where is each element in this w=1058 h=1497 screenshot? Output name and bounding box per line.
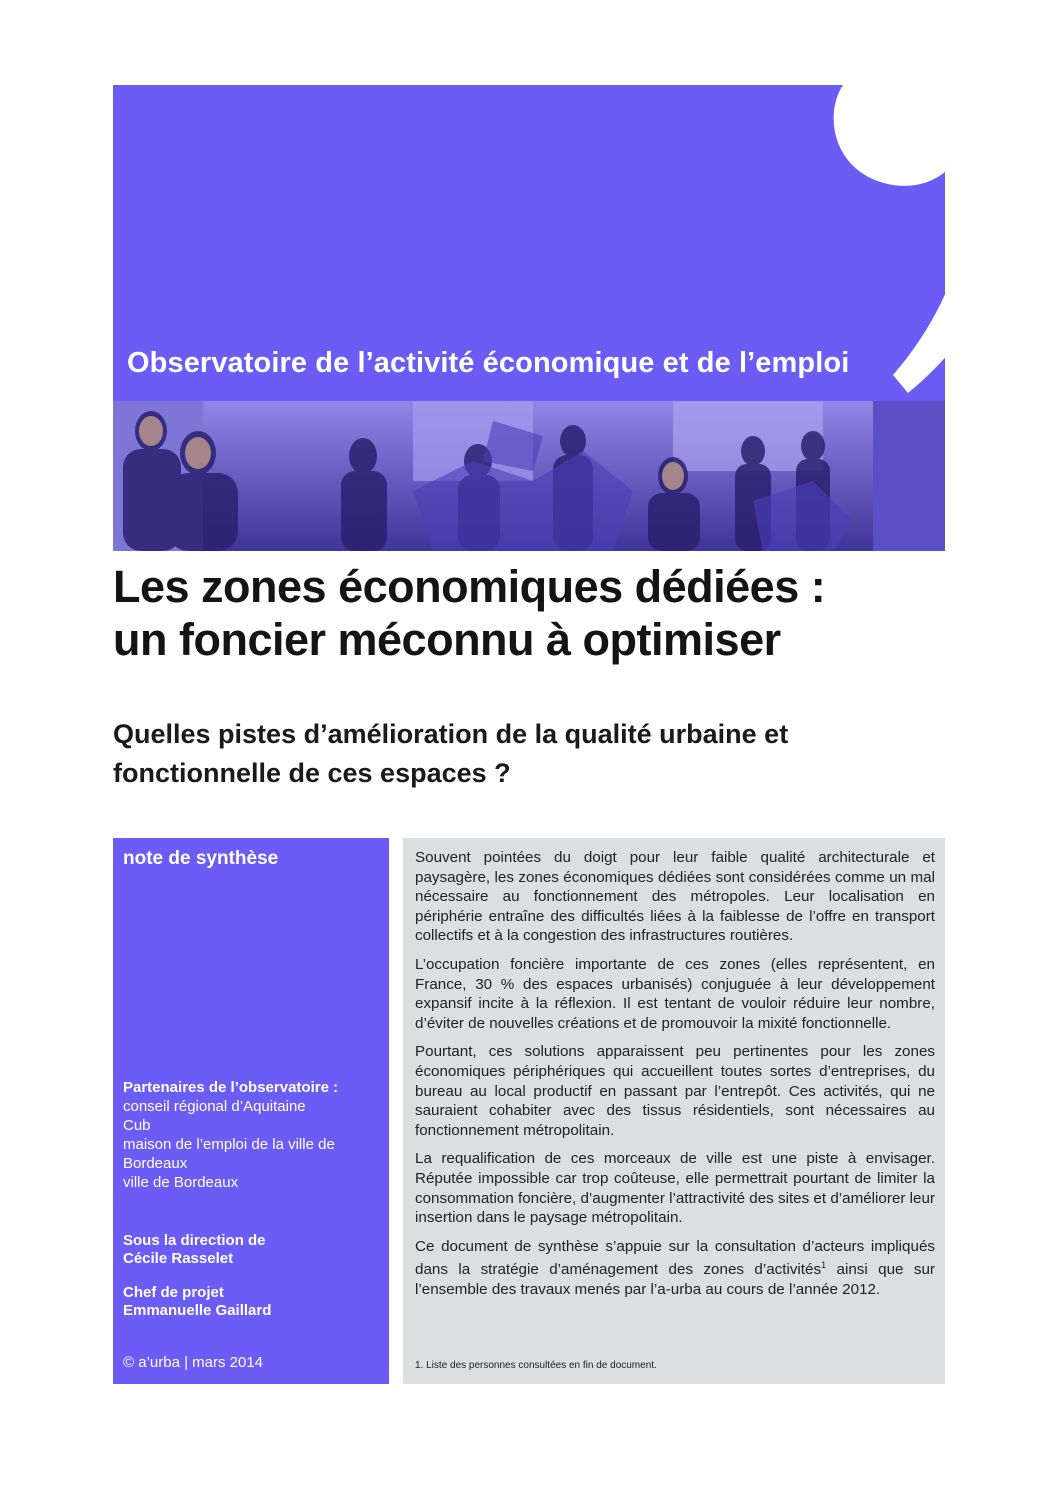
summary-paragraph: Souvent pointées du doigt pour leur faible qualité architecturale et paysagère, les zones économiques dédiées sont considérées comme un mal nécessaire au fonctionnement des métropoles. Leur localisation en périphérie entraîne des difficultés liées à la faiblesse de l’offre en transport collectifs et à la congestion des infrastructures routières.: [415, 849, 935, 945]
project-block: [123, 1284, 383, 1320]
summary-paragraph: La requalification de ces morceaux de ville est une piste à envisager. Réputée impossible car trop coûteuse, elle permettrait pourtant de limiter la consommation foncière, d’augmenter l’attractivité des sites et d’améliorer leur insertion dans le paysage métropolitain.: [415, 1150, 935, 1227]
direction-label: Sous la direction de: [123, 1232, 266, 1249]
partners-label: Partenaires de l’observatoire :: [123, 1079, 339, 1096]
partner-item: Bordeaux: [123, 1155, 188, 1172]
title-line-1: Les zones économiques dédiées :: [113, 561, 826, 612]
summary-paragraph: Pourtant, ces solutions apparaissent peu pertinentes pour les zones économiques périphériques qui accueillent toutes sortes d’entreprises, du bureau au local productif en passant par l’entrepôt. Ces activités, qui ne sauraient cohabiter avec des tissus résidentiels, sont nécessaires au fonctionnement métropolitain.: [415, 1043, 935, 1139]
direction-name: Cécile Rasselet: [123, 1250, 234, 1267]
summary-p5-text: Ce document de synthèse s’appuie sur la consultation d’acteurs impliqués dans la stratégie d’aménagement des zones d’activités: [415, 1237, 935, 1279]
partner-item: conseil régional d’Aquitaine: [123, 1098, 306, 1115]
document-title: [113, 560, 953, 666]
partners-block: [123, 1078, 383, 1192]
street-crowd-photo: [113, 401, 945, 551]
project-name: Emmanuelle Gaillard: [123, 1302, 272, 1319]
summary-panel: [403, 838, 945, 1384]
partner-item: Cub: [123, 1117, 151, 1134]
direction-block: [123, 1232, 383, 1268]
document-subtitle: [113, 715, 953, 793]
partner-item: maison de l’emploi de la ville de: [123, 1136, 335, 1153]
project-label: Chef de projet: [123, 1284, 224, 1301]
footnote-ref: 1: [821, 1260, 827, 1271]
note-label: note de synthèse: [123, 848, 279, 869]
info-sidebar: [113, 838, 389, 1384]
header-banner: [113, 85, 945, 401]
footnote: 1. Liste des personnes consultées en fin de document.: [415, 1360, 657, 1371]
title-line-2: un foncier méconnu à optimiser: [113, 614, 781, 665]
copyright-text: © a’urba | mars 2014: [123, 1354, 264, 1371]
observatory-title: Observatoire de l’activité économique et de l’emploi: [127, 347, 850, 379]
summary-paragraph: L’occupation foncière importante de ces zones (elles représentent, en France, 30 % des espaces urbanisés) conjuguée à leur développement expansif incite à la réflexion. Il est tentant de vouloir réduire leur nombre, d’éviter de nouvelles créations et de promouvoir la mixité fonctionnelle.: [415, 955, 935, 1032]
subtitle-line-2: fonctionnelle de ces espaces ?: [113, 758, 511, 788]
subtitle-line-1: Quelles pistes d’amélioration de la qualité urbaine et: [113, 719, 789, 749]
partner-item: ville de Bordeaux: [123, 1174, 239, 1191]
summary-p5-text-end: ainsi que sur l’ensemble des travaux menés par l’a-urba au cours de l’année 2012.: [415, 1261, 935, 1298]
summary-paragraph: [415, 1237, 935, 1300]
